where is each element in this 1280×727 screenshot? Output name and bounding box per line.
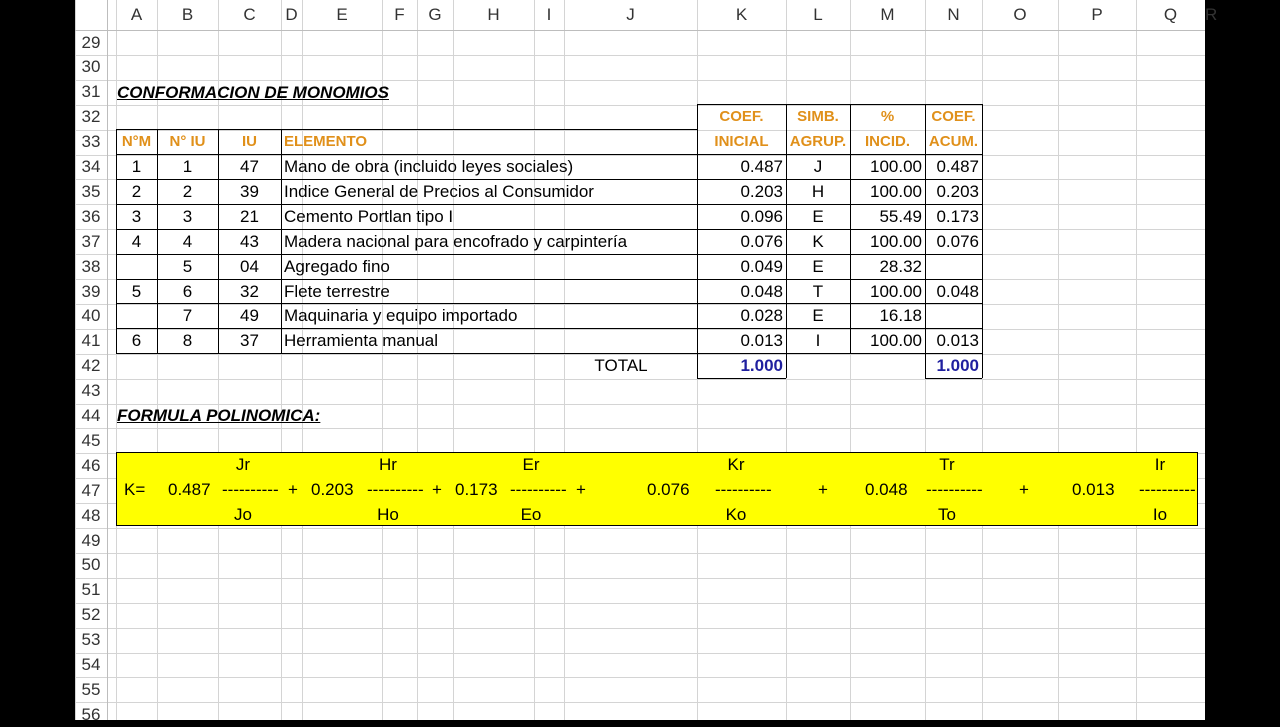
formula-plus-3[interactable]: + [818,480,828,499]
header-simb-bottom[interactable]: AGRUP. [789,133,847,150]
row-header-37[interactable]: 37 [81,231,101,251]
header-coef-top[interactable]: COEF. [719,108,764,125]
column-header-f[interactable]: F [394,5,405,24]
cell-iu[interactable]: 39 [240,181,259,201]
cell-acum[interactable]: 0.076 [936,231,979,251]
row-header-50[interactable]: 50 [81,555,101,575]
formula-coef-3[interactable]: 0.076 [647,480,690,499]
column-header-j[interactable]: J [626,5,635,24]
formula-dash-4[interactable]: ---------- [926,480,983,499]
cell-simb[interactable]: E [812,256,824,276]
cell-nm[interactable]: 5 [131,281,142,301]
cell-nm[interactable] [116,254,157,279]
cell-acum[interactable]: 0.013 [936,331,979,351]
formula-numerator-5[interactable]: Ir [1154,455,1166,474]
cell-iu[interactable]: 47 [240,157,259,176]
column-header-b[interactable]: B [181,5,194,24]
cell-niu[interactable]: 3 [182,206,193,226]
header-pct-bottom[interactable]: INCID. [865,133,910,150]
cell-simb[interactable]: H [811,181,825,201]
row-header-54[interactable]: 54 [81,655,101,674]
formula-k-label[interactable]: K= [124,480,146,499]
row-header-34[interactable]: 34 [81,157,101,176]
cell-nm[interactable]: 3 [131,206,142,226]
formula-dash-1[interactable]: ---------- [367,480,424,499]
row-header-43[interactable]: 43 [81,381,101,401]
row-header-38[interactable]: 38 [81,256,101,276]
column-header-d[interactable]: D [285,5,298,24]
cell-iu[interactable]: 43 [240,231,259,251]
formula-numerator-0[interactable]: Jr [235,455,251,474]
column-header-l[interactable]: L [813,5,823,24]
cell-niu[interactable]: 6 [182,281,193,301]
cell-iu[interactable]: 21 [240,206,259,226]
column-header-a[interactable]: A [130,5,143,24]
cell-coef[interactable]: 0.096 [740,206,783,226]
cell-iu[interactable]: 37 [240,331,259,351]
column-header-r[interactable]: R [1205,5,1218,24]
cell-incid[interactable]: 100.00 [870,231,922,251]
row-header-33[interactable]: 33 [81,132,101,152]
column-header-g[interactable]: G [428,5,442,24]
cell-elemento[interactable]: Madera nacional para encofrado y carpintería [284,231,628,251]
cell-elemento[interactable]: Maquinaria y equipo importado [284,306,518,326]
cell-acum[interactable]: 0.203 [936,181,979,201]
formula-denominator-2[interactable]: Eo [520,505,542,524]
cell-iu[interactable]: 49 [240,306,259,326]
formula-coef-2[interactable]: 0.173 [455,480,498,499]
cell-nm[interactable]: 6 [131,331,142,351]
formula-plus-1[interactable]: + [432,480,442,499]
formula-coef-1[interactable]: 0.203 [311,480,354,499]
row-header-36[interactable]: 36 [81,206,101,226]
total-label[interactable]: TOTAL [594,356,648,375]
row-header-48[interactable]: 48 [81,505,101,525]
formula-coef-0[interactable]: 0.487 [168,480,211,499]
cell-coef[interactable]: 0.203 [740,181,783,201]
cell-elemento[interactable]: Herramienta manual [284,331,439,351]
row-header-31[interactable]: 31 [81,82,101,102]
formula-denominator-1[interactable]: Ho [377,505,399,524]
row-header-49[interactable]: 49 [81,530,101,550]
row-header-41[interactable]: 41 [81,331,101,351]
column-header-c[interactable]: C [243,5,256,24]
formula-dash-5[interactable]: ---------- [1139,480,1196,499]
row-header-47[interactable]: 47 [81,480,101,500]
cell-acum[interactable] [925,303,982,328]
cell-niu[interactable]: 1 [182,157,193,176]
row-header-35[interactable]: 35 [81,181,101,201]
row-header-29[interactable]: 29 [81,32,101,52]
cell-acum[interactable] [925,254,982,279]
cell-nm[interactable]: 1 [131,157,142,176]
cell-incid[interactable]: 100.00 [870,331,922,351]
formula-numerator-1[interactable]: Hr [379,455,397,474]
cell-coef[interactable]: 0.049 [740,256,783,276]
spreadsheet[interactable] [75,0,1205,720]
row-header-53[interactable]: 53 [81,630,101,650]
formula-denominator-3[interactable]: Ko [725,505,747,524]
cell-iu[interactable]: 32 [240,281,259,301]
cell-nm[interactable]: 4 [131,231,142,251]
header-pct-top[interactable]: % [880,108,895,125]
formula-dash-0[interactable]: ---------- [222,480,279,499]
cell-simb[interactable]: E [812,306,824,326]
formula-numerator-3[interactable]: Kr [727,455,745,474]
cell-elemento[interactable]: Cemento Portlan tipo I [284,206,454,226]
cell-niu[interactable]: 8 [182,331,193,351]
formula-dash-3[interactable]: ---------- [715,480,772,499]
header-iu[interactable]: IU [242,133,257,150]
row-header-39[interactable]: 39 [81,281,101,301]
formula-plus-4[interactable]: + [1019,480,1029,499]
formula-coef-5[interactable]: 0.013 [1072,480,1115,499]
cell-niu[interactable]: 4 [182,231,193,251]
formula-dash-2[interactable]: ---------- [510,480,567,499]
cell-acum[interactable]: 0.487 [936,157,979,176]
cell-niu[interactable]: 2 [182,181,193,201]
header-simb-top[interactable]: SIMB. [797,108,839,125]
row-header-55[interactable]: 55 [81,679,101,699]
column-header-i[interactable]: I [546,5,552,24]
header-elemento[interactable]: ELEMENTO [284,133,368,150]
column-header-n[interactable]: N [947,5,960,24]
row-header-45[interactable]: 45 [81,430,101,450]
cell-niu[interactable]: 7 [182,306,193,326]
row-header-51[interactable]: 51 [81,580,101,600]
formula-numerator-4[interactable]: Tr [939,455,955,474]
row-header-30[interactable]: 30 [81,57,101,77]
header-acum-bottom[interactable]: ACUM. [928,133,979,150]
cell-incid[interactable]: 28.32 [879,256,922,276]
cell-nm[interactable] [116,303,157,328]
column-header-p[interactable]: P [1091,5,1103,24]
cell-simb[interactable]: E [812,206,824,226]
row-header-52[interactable]: 52 [81,605,101,625]
section-title-formula[interactable]: FORMULA POLINOMICA: [117,406,321,425]
cell-simb[interactable]: T [812,281,824,301]
cell-coef[interactable]: 0.013 [740,331,783,351]
cell-simb[interactable]: I [815,331,821,351]
cell-incid[interactable]: 16.18 [879,306,922,326]
cell-acum[interactable]: 0.048 [936,281,979,301]
cell-elemento[interactable]: Indice General de Precios al Consumidor [284,181,594,201]
total-coef[interactable]: 1.000 [740,356,783,375]
column-header-m[interactable]: M [880,5,895,24]
cell-incid[interactable]: 100.00 [870,281,922,301]
cell-acum[interactable]: 0.173 [936,206,979,226]
cell-elemento[interactable]: Mano de obra (incluido leyes sociales) [284,157,574,176]
cell-niu[interactable]: 5 [182,256,193,276]
header-nm[interactable]: N°M [121,133,152,150]
cell-coef[interactable]: 0.048 [740,281,783,301]
cell-incid[interactable]: 100.00 [870,157,922,176]
row-header-42[interactable]: 42 [81,356,101,376]
cell-coef[interactable]: 0.487 [740,157,783,176]
formula-numerator-2[interactable]: Er [522,455,540,474]
column-header-h[interactable]: H [487,5,500,24]
cell-elemento[interactable]: Agregado fino [284,256,390,276]
cell-incid[interactable]: 100.00 [870,181,922,201]
cell-simb[interactable]: J [813,157,823,176]
total-acum[interactable]: 1.000 [936,356,979,375]
formula-denominator-4[interactable]: To [938,505,956,524]
formula-coef-4[interactable]: 0.048 [865,480,908,499]
formula-denominator-5[interactable]: Io [1152,505,1168,524]
section-title-monomios[interactable]: CONFORMACION DE MONOMIOS [117,83,389,102]
formula-plus-2[interactable]: + [576,480,586,499]
row-header-32[interactable]: 32 [81,107,101,127]
column-header-o[interactable]: O [1013,5,1027,24]
row-header-56[interactable]: 56 [81,704,101,724]
cell-simb[interactable]: K [812,231,824,251]
cell-incid[interactable]: 55.49 [879,206,922,226]
header-niu[interactable]: N° IU [169,133,206,150]
column-header-q[interactable]: Q [1163,5,1178,24]
header-acum-top[interactable]: COEF. [931,108,976,125]
column-header-k[interactable]: K [735,5,748,24]
cell-iu[interactable]: 04 [240,256,259,276]
formula-denominator-0[interactable]: Jo [234,505,252,524]
cell-nm[interactable]: 2 [131,181,142,201]
row-header-46[interactable]: 46 [81,455,101,475]
cell-coef[interactable]: 0.028 [740,306,783,326]
row-header-44[interactable]: 44 [81,406,101,425]
row-header-40[interactable]: 40 [81,306,101,326]
header-coef-bottom[interactable]: INICIAL [714,133,769,150]
cell-elemento[interactable]: Flete terrestre [284,281,390,301]
column-header-e[interactable]: E [336,5,348,24]
cell-coef[interactable]: 0.076 [740,231,783,251]
formula-plus-0[interactable]: + [288,480,298,499]
